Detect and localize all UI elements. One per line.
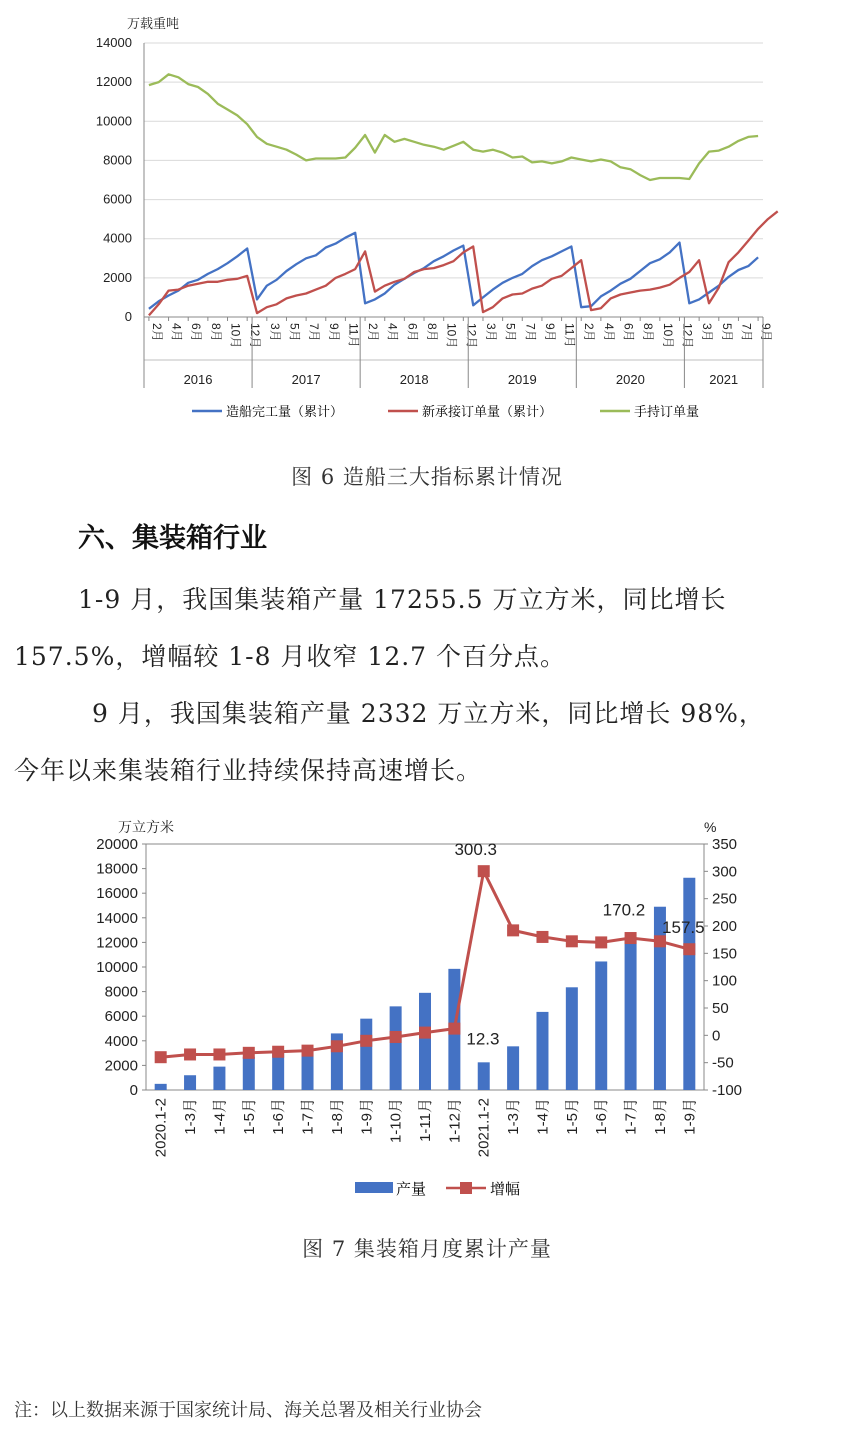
legend-completed: 造船完工量（累计） — [226, 404, 344, 419]
chart6-xtick-label: 5月 — [503, 323, 518, 342]
chart7-category-label: 1-4月 — [211, 1098, 229, 1135]
chart7-bar-output — [243, 1057, 255, 1090]
chart7-point-growth — [213, 1048, 225, 1060]
chart6-xtick-label: 5月 — [719, 323, 734, 342]
chart7-data-label: 300.3 — [454, 840, 498, 860]
chart7-right-tick-label: 250 — [712, 890, 738, 908]
chart7-right-tick-label: 300 — [712, 863, 738, 881]
chart7-point-growth — [243, 1047, 255, 1059]
legend-swatch-output — [355, 1182, 393, 1193]
chart6-xtick-label: 8月 — [208, 323, 223, 342]
chart7-bar-output — [536, 1012, 548, 1090]
chart6-year-label: 2016 — [183, 372, 213, 387]
chart7-right-tick-label: -50 — [712, 1054, 734, 1072]
chart7-point-growth — [302, 1045, 314, 1057]
chart6-ytick-label: 2000 — [103, 269, 132, 285]
chart6-ytick-label: 4000 — [103, 230, 132, 246]
chart7-right-tick-label: 50 — [712, 1000, 729, 1017]
chart7-bar-output — [595, 961, 607, 1090]
chart7-left-tick-label: 10000 — [96, 959, 138, 976]
chart6-xtick-label: 9月 — [759, 323, 774, 342]
chart7-right-tick-label: 350 — [712, 836, 738, 853]
shipbuilding-chart — [0, 0, 854, 470]
chart6-xtick-label: 7月 — [523, 323, 538, 342]
chart7-left-tick-label: 16000 — [96, 885, 138, 903]
chart7-category-label: 1-6月 — [270, 1098, 288, 1135]
chart6-xtick-label: 3月 — [700, 323, 715, 342]
chart6-ytick-label: 10000 — [95, 113, 132, 129]
chart7-point-growth — [360, 1035, 372, 1047]
chart7-category-label: 1-5月 — [240, 1098, 258, 1135]
chart6-ylabel: 万载重吨 — [127, 16, 180, 31]
chart7-point-growth — [566, 935, 578, 947]
chart6-xtick-label: 11月 — [346, 323, 361, 348]
chart6-xtick-label: 10月 — [444, 323, 459, 349]
chart6-xtick-label: 9月 — [542, 323, 557, 342]
paragraph2-line1: 9 月，我国集装箱产量 2332 万立方米，同比增长 98%， — [92, 699, 765, 728]
chart6-series-orderbook — [149, 74, 758, 180]
chart6-xtick-label: 4月 — [169, 323, 184, 342]
chart7-point-growth — [331, 1040, 343, 1052]
chart7-bar-output — [683, 878, 695, 1090]
chart7-bar-output — [390, 1006, 402, 1090]
chart7-category-label: 1-11月 — [417, 1098, 434, 1142]
chart7-category-label: 1-7月 — [622, 1098, 640, 1135]
chart6-legend — [192, 404, 699, 419]
chart7-left-tick-label: 18000 — [96, 860, 138, 878]
chart7-bar-output — [566, 987, 578, 1090]
figure7-caption: 图 7 集装箱月度累计产量 — [302, 1237, 552, 1261]
chart7-category-label: 1-9月 — [358, 1098, 376, 1135]
chart7-left-tick-label: 2000 — [104, 1057, 138, 1075]
chart7-data-label: 170.2 — [602, 900, 646, 920]
chart7-ylabel-left: 万立方米 — [118, 819, 174, 835]
chart6-xtick-label: 8月 — [641, 323, 656, 342]
chart7-bar-output — [419, 993, 431, 1090]
chart6-ytick-label: 14000 — [95, 35, 132, 50]
chart7-point-growth — [272, 1046, 284, 1058]
section-heading: 六、集装箱行业 — [78, 523, 267, 554]
chart6-year-label: 2018 — [399, 372, 429, 387]
chart6-xtick-label: 12月 — [680, 323, 695, 349]
chart6-ytick-label: 6000 — [103, 191, 132, 207]
legend-new-orders: 新承接订单量（累计） — [422, 404, 553, 419]
chart7-point-growth — [595, 936, 607, 948]
chart7-right-tick-label: 150 — [712, 945, 738, 963]
chart6-year-label: 2020 — [615, 372, 645, 387]
chart6-year-label: 2017 — [291, 372, 321, 387]
chart6-xtick-label: 10月 — [228, 323, 243, 349]
chart6-xtick-label: 6月 — [405, 323, 420, 342]
chart7-left-tick-label: 6000 — [104, 1008, 138, 1026]
chart7-ylabel-right: % — [704, 819, 717, 835]
chart7-left-tick-label: 12000 — [96, 934, 138, 952]
chart7-point-growth — [625, 932, 637, 944]
chart7-bar-output — [155, 1084, 167, 1090]
chart7-bar-output — [213, 1067, 225, 1090]
chart6-xtick-label: 8月 — [425, 323, 440, 342]
chart7-right-tick-label: 200 — [712, 918, 738, 935]
chart6-xtick-label: 12月 — [464, 323, 479, 349]
chart6-xtick-label: 6月 — [189, 323, 204, 342]
chart7-category-label: 1-6月 — [593, 1098, 611, 1135]
chart6-year-label: 2021 — [709, 372, 739, 387]
container-chart — [0, 810, 854, 1210]
chart7-data-label: 12.3 — [466, 1029, 500, 1049]
paragraph1-line2: 157.5%，增幅较 1-8 月收窄 12.7 个百分点。 — [14, 642, 567, 671]
chart7-point-growth — [507, 924, 519, 936]
chart7-category-label: 1-4月 — [534, 1098, 552, 1135]
chart7-category-label: 1-8月 — [651, 1098, 669, 1135]
chart6-xtick-label: 3月 — [483, 323, 498, 342]
chart7-left-tick-label: 0 — [129, 1082, 138, 1099]
chart6-xtick-label: 7月 — [739, 323, 754, 342]
chart6-xtick-label: 2月 — [366, 323, 381, 342]
chart7-point-growth — [683, 943, 695, 955]
chart6-xtick-label: 10月 — [660, 323, 675, 349]
chart7-point-growth — [419, 1027, 431, 1039]
chart6-xtick-label: 2月 — [582, 323, 597, 342]
chart7-bar-output — [625, 938, 637, 1090]
chart6-ytick-label: 8000 — [103, 152, 132, 168]
chart6-xtick-label: 3月 — [267, 323, 282, 342]
chart7-bar-output — [360, 1019, 372, 1090]
chart7-category-label: 2020.1-2 — [152, 1098, 170, 1158]
chart6-xtick-label: 4月 — [385, 323, 400, 342]
chart7-category-label: 1-3月 — [182, 1098, 200, 1135]
chart7-point-growth — [478, 865, 490, 877]
chart6-xtick-label: 5月 — [287, 323, 302, 342]
legend-swatch-growth-marker — [460, 1182, 472, 1194]
chart7-point-growth — [184, 1048, 196, 1060]
chart7-left-tick-label: 8000 — [104, 983, 138, 1001]
chart6-xtick-label: 9月 — [326, 323, 341, 342]
chart6-xtick-label: 12月 — [248, 323, 263, 349]
chart7-right-tick-label: -100 — [712, 1082, 743, 1099]
chart7-left-tick-label: 4000 — [104, 1032, 138, 1050]
figure6-caption: 图 6 造船三大指标累计情况 — [291, 465, 563, 489]
chart7-legend — [355, 1181, 520, 1198]
chart7-right-tick-label: 0 — [712, 1027, 721, 1045]
chart7-point-growth — [536, 931, 548, 943]
chart7-data-label: 157.5 — [662, 918, 705, 938]
chart6-xtick-label: 11月 — [562, 323, 577, 348]
chart7-point-growth — [448, 1023, 460, 1035]
chart7-bar-output — [184, 1075, 196, 1090]
chart6-year-label: 2019 — [507, 372, 537, 387]
legend-orderbook: 手持订单量 — [634, 404, 700, 419]
legend-growth: 增幅 — [490, 1181, 521, 1198]
chart6-xtick-label: 7月 — [307, 323, 322, 342]
paragraph2-line2: 今年以来集装箱行业持续保持高速增长。 — [14, 756, 483, 785]
chart7-category-label: 2021.1-2 — [475, 1098, 493, 1158]
chart7-category-label: 1-10月 — [387, 1098, 405, 1144]
chart7-right-tick-label: 100 — [712, 972, 738, 990]
chart7-category-label: 1-5月 — [563, 1098, 581, 1135]
chart6-ytick-label: 12000 — [95, 74, 132, 90]
source-note: 注：以上数据来源于国家统计局、海关总署及相关行业协会 — [14, 1400, 482, 1421]
chart6-xtick-label: 6月 — [621, 323, 636, 342]
chart6-series-completed — [149, 233, 758, 309]
chart7-category-label: 1-12月 — [446, 1098, 464, 1144]
chart6-ytick-label: 0 — [124, 309, 132, 324]
chart7-bar-output — [478, 1062, 490, 1090]
chart6-xtick-label: 4月 — [601, 323, 616, 342]
chart7-point-growth — [390, 1031, 402, 1043]
chart7-point-growth — [155, 1051, 167, 1063]
chart7-left-tick-label: 14000 — [96, 909, 138, 927]
chart6-xtick-label: 2月 — [149, 323, 164, 342]
chart7-category-label: 1-7月 — [299, 1098, 317, 1135]
legend-output: 产量 — [396, 1181, 427, 1198]
chart7-category-label: 1-9月 — [681, 1098, 699, 1135]
chart7-category-label: 1-3月 — [505, 1098, 523, 1135]
chart7-left-tick-label: 20000 — [96, 836, 138, 853]
chart7-bar-output — [507, 1046, 519, 1090]
paragraph1-line1: 1-9 月，我国集装箱产量 17255.5 万立方米，同比增长 — [78, 585, 727, 614]
chart7-category-label: 1-8月 — [328, 1098, 346, 1135]
